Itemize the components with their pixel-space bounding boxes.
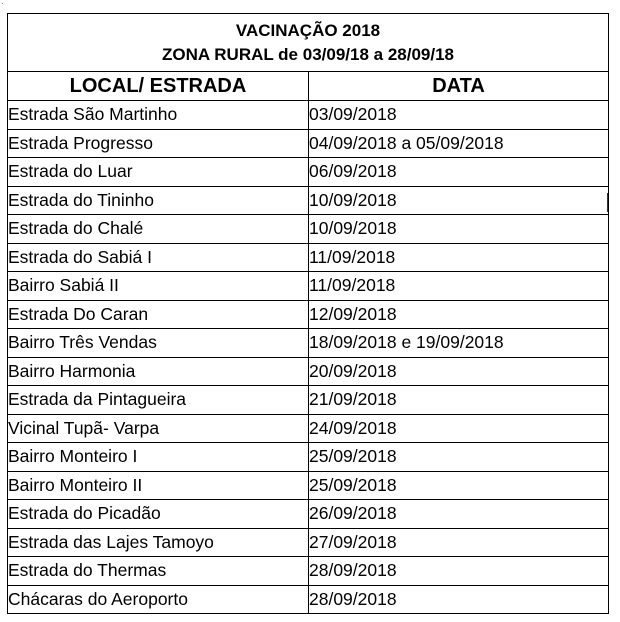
cell-data: 11/09/2018 xyxy=(309,272,609,301)
table-row xyxy=(8,129,609,158)
cell-local: Estrada Do Caran xyxy=(8,300,309,329)
cell-local: Bairro Monteiro I xyxy=(8,443,309,472)
title-row xyxy=(8,14,609,72)
cell-data: 10/09/2018 xyxy=(309,186,609,215)
cell-local: Bairro Monteiro II xyxy=(8,471,309,500)
cell-data: 10/09/2018 xyxy=(309,215,609,244)
cell-data: 12/09/2018 xyxy=(309,300,609,329)
cell-data: 11/09/2018 xyxy=(309,243,609,272)
cell-data: 27/09/2018 xyxy=(309,528,609,557)
table-row xyxy=(8,386,609,415)
cell-data: 21/09/2018 xyxy=(309,386,609,415)
cell-data: 28/09/2018 xyxy=(309,557,609,586)
table-row xyxy=(8,585,609,614)
header-row xyxy=(8,72,609,101)
table-row xyxy=(8,414,609,443)
column-header-local: LOCAL/ ESTRADA xyxy=(8,72,309,101)
cell-data: 25/09/2018 xyxy=(309,471,609,500)
table-row xyxy=(8,243,609,272)
cell-data: 04/09/2018 a 05/09/2018 xyxy=(309,129,609,158)
cell-local: Estrada Progresso xyxy=(8,129,309,158)
cell-local: Estrada do Sabiá I xyxy=(8,243,309,272)
corner-marker: · xyxy=(1,0,4,8)
table-row xyxy=(8,557,609,586)
cell-local: Estrada do Luar xyxy=(8,158,309,187)
cell-data: 06/09/2018 xyxy=(309,158,609,187)
vaccination-schedule-table xyxy=(7,13,609,614)
cell-local: Estrada São Martinho xyxy=(8,101,309,130)
cell-local: Chácaras do Aeroporto xyxy=(8,585,309,614)
cell-data: 28/09/2018 xyxy=(309,585,609,614)
cell-local: Bairro Harmonia xyxy=(8,357,309,386)
table-title xyxy=(8,14,609,72)
cell-data: 18/09/2018 e 19/09/2018 xyxy=(309,329,609,358)
table-row xyxy=(8,186,609,215)
table-row xyxy=(8,158,609,187)
cell-local: Bairro Sabiá II xyxy=(8,272,309,301)
table-row xyxy=(8,500,609,529)
cell-data: 26/09/2018 xyxy=(309,500,609,529)
column-header-data: DATA xyxy=(309,72,609,101)
cell-local: Estrada da Pintagueira xyxy=(8,386,309,415)
table-row xyxy=(8,443,609,472)
table-row xyxy=(8,528,609,557)
cell-local: Estrada do Tininho xyxy=(8,186,309,215)
cell-local: Vicinal Tupã- Varpa xyxy=(8,414,309,443)
cell-data: 20/09/2018 xyxy=(309,357,609,386)
title-line-1: VACINAÇÃO 2018 xyxy=(235,20,381,40)
cell-data: 24/09/2018 xyxy=(309,414,609,443)
table-row xyxy=(8,300,609,329)
title-line-2: ZONA RURAL de 03/09/18 a 28/09/18 xyxy=(162,44,454,64)
cell-local: Estrada do Chalé xyxy=(8,215,309,244)
cell-local: Estrada do Picadão xyxy=(8,500,309,529)
table-row xyxy=(8,272,609,301)
table-row xyxy=(8,471,609,500)
cell-data: 03/09/2018 xyxy=(309,101,609,130)
table-row xyxy=(8,215,609,244)
table-row xyxy=(8,101,609,130)
table-row xyxy=(8,357,609,386)
cell-data: 25/09/2018 xyxy=(309,443,609,472)
table-body xyxy=(8,101,609,614)
cell-local: Bairro Três Vendas xyxy=(8,329,309,358)
cell-local: Estrada das Lajes Tamoyo xyxy=(8,528,309,557)
table-row xyxy=(8,329,609,358)
cell-local: Estrada do Thermas xyxy=(8,557,309,586)
